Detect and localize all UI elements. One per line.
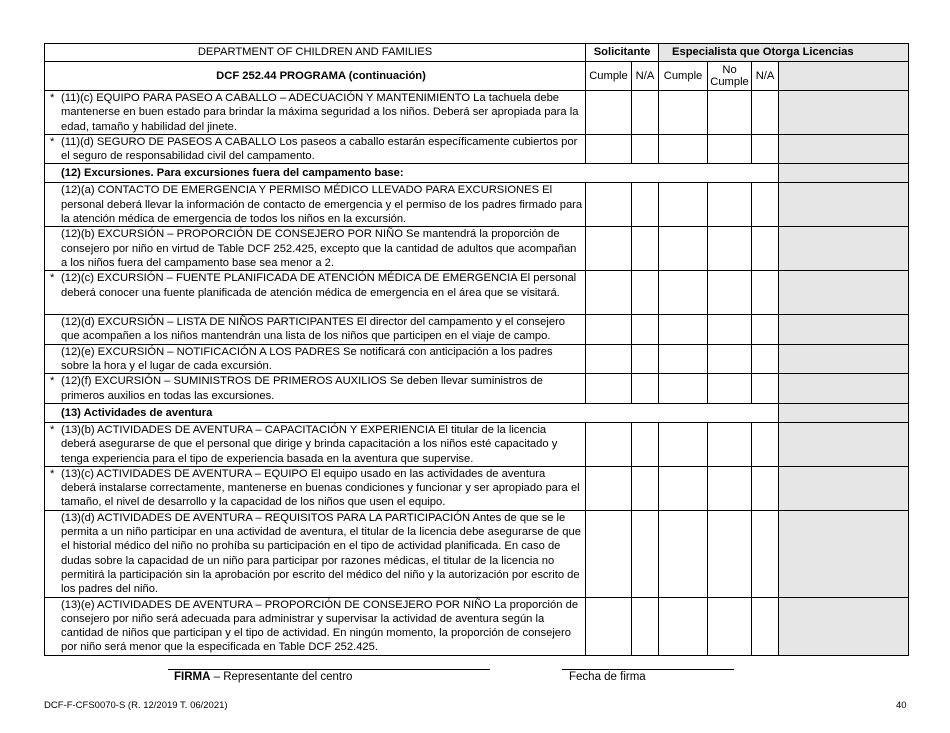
na-especialista-cell[interactable]: [752, 374, 779, 404]
program-title: DCF 252.44 PROGRAMA (continuación): [45, 62, 586, 91]
requirement-row: [45, 134, 909, 164]
critical-star-marker: *: [50, 467, 55, 480]
no-cumple-especialista-cell[interactable]: [708, 422, 752, 466]
cumple-solicitante-cell[interactable]: [586, 422, 632, 466]
na-solicitante-cell[interactable]: [632, 227, 659, 271]
gray-side-panel: [779, 374, 909, 404]
na-especialista-cell[interactable]: [752, 134, 779, 164]
gray-side-panel: [779, 62, 909, 91]
requirement-text-cell: [45, 91, 586, 135]
requirement-row: [45, 597, 909, 655]
signature-line: [168, 669, 490, 670]
section-row: [45, 403, 909, 422]
cumple-solicitante-cell[interactable]: [586, 344, 632, 374]
cumple-especialista-cell[interactable]: [659, 271, 708, 315]
requirement-text: (12)(d) EXCURSIÓN – LISTA DE NIÑOS PARTICIPANTES El director del campamento y el consejero que acompañen a los niños mantendrán una lista de los niños que participen en el viaje de campo.: [61, 316, 566, 343]
cumple-solicitante-cell[interactable]: [586, 183, 632, 227]
no-cumple-especialista-cell[interactable]: [708, 344, 752, 374]
requirement-text: (11)(c) EQUIPO PARA PASEO A CABALLO – ADECUACIÓN Y MANTENIMIENTO La tachuela debe mantenerse en buen estado para brindar la máxima seguridad a los niños. Deberá ser apropiada para la edad, tamaño y habilidad del jinete.: [61, 92, 579, 133]
cumple-especialista-cell[interactable]: [659, 344, 708, 374]
cumple-solicitante-cell[interactable]: [586, 315, 632, 345]
gray-side-panel: [779, 597, 909, 655]
cumple-especialista-cell[interactable]: [659, 134, 708, 164]
requirement-text: (12)(c) EXCURSIÓN – FUENTE PLANIFICADA DE ATENCIÓN MÉDICA DE EMERGENCIA El personal deberá conocer una fuente planificada de atención médica de emergencia en el área que se visitará.: [61, 272, 577, 299]
section-row: [45, 164, 909, 183]
requirement-text-cell: [45, 422, 586, 466]
requirement-text-cell: [45, 183, 586, 227]
requirement-text: (13)(d) ACTIVIDADES DE AVENTURA – REQUISITOS PARA LA PARTICIPACIÓN Antes de que se le permita a un niño participar en una actividad de aventura, el titular de la licencia debe asegurarse de que el historial médico del niño no prohíba su participación en el tipo de actividad planificada. En caso de dudas sobre la capacidad de un niño para participar por razones médicas, el titular de la licencia no permitirá la participación sin la aprobación por escrito del médico del niño y la autorización por escrito de los padres del niño.: [61, 511, 581, 596]
col-na-especialista: N/A: [752, 62, 779, 91]
cumple-especialista-cell[interactable]: [659, 510, 708, 597]
cumple-especialista-cell[interactable]: [659, 183, 708, 227]
gray-side-panel: [779, 134, 909, 164]
na-solicitante-cell[interactable]: [632, 597, 659, 655]
requirement-text: (12)(b) EXCURSIÓN – PROPORCIÓN DE CONSEJERO POR NIÑO Se mantendrá la proporción de consejero por niño en virtud de Table DCF 252.425, excepto que la cantidad de adultos que acompañan a los niños fuera del campamento base sea menor a 2.: [61, 228, 577, 269]
no-cumple-especialista-cell[interactable]: [708, 134, 752, 164]
requirement-text: (12)(e) EXCURSIÓN – NOTIFICACIÓN A LOS PADRES Se notificará con anticipación a los padres sobre la hora y el lugar de cada excursión.: [61, 345, 553, 373]
inspection-form-table: [44, 43, 909, 656]
na-solicitante-cell[interactable]: [632, 315, 659, 345]
cumple-especialista-cell[interactable]: [659, 422, 708, 466]
na-solicitante-cell[interactable]: [632, 374, 659, 404]
gray-side-panel: [779, 164, 909, 183]
requirement-text-cell: [45, 374, 586, 404]
na-solicitante-cell[interactable]: [632, 510, 659, 597]
cumple-especialista-cell[interactable]: [659, 91, 708, 135]
col-cumple-especialista: Cumple: [659, 62, 708, 91]
requirement-row: [45, 227, 909, 271]
requirement-text-cell: [45, 344, 586, 374]
col-no-cumple-especialista: No Cumple: [708, 62, 752, 91]
na-solicitante-cell[interactable]: [632, 271, 659, 315]
section-heading: (12) Excursiones. Para excursiones fuera del campamento base:: [45, 164, 779, 183]
gray-side-panel: [779, 315, 909, 345]
requirement-row: [45, 91, 909, 135]
cumple-solicitante-cell[interactable]: [586, 227, 632, 271]
cumple-solicitante-cell[interactable]: [586, 134, 632, 164]
na-especialista-cell[interactable]: [752, 466, 779, 510]
requirement-text-cell: [45, 315, 586, 345]
gray-side-panel: [779, 271, 909, 315]
requirement-row: [45, 183, 909, 227]
requirement-text: (12)(f) EXCURSIÓN – SUMINISTROS DE PRIMEROS AUXILIOS Se deben llevar suministros de primeros auxilios en todas las excursiones.: [61, 375, 543, 402]
requirement-row: [45, 510, 909, 597]
na-solicitante-cell[interactable]: [632, 134, 659, 164]
cumple-especialista-cell[interactable]: [659, 466, 708, 510]
critical-star-marker: *: [50, 92, 55, 104]
firma-label: FIRMA: [174, 671, 211, 683]
na-especialista-cell[interactable]: [752, 344, 779, 374]
cumple-solicitante-cell[interactable]: [586, 91, 632, 135]
na-solicitante-cell[interactable]: [632, 91, 659, 135]
gray-side-panel: [779, 227, 909, 271]
no-cumple-especialista-cell[interactable]: [708, 91, 752, 135]
cumple-solicitante-cell[interactable]: [586, 271, 632, 315]
na-especialista-cell[interactable]: [752, 422, 779, 466]
requirement-text: (13)(b) ACTIVIDADES DE AVENTURA – CAPACITACIÓN Y EXPERIENCIA El titular de la licencia deberá asegurarse de que el personal que dirige y brinda capacitación a los niños esté capacitado y tenga experiencia para el tipo de experiencia basada en la aventura que supervise.: [61, 423, 558, 465]
gray-side-panel: [779, 403, 909, 422]
gray-side-panel: [779, 344, 909, 374]
col-na-solicitante: N/A: [632, 62, 659, 91]
requirement-row: [45, 374, 909, 404]
na-especialista-cell[interactable]: [752, 227, 779, 271]
cumple-especialista-cell[interactable]: [659, 227, 708, 271]
gray-side-panel: [779, 183, 909, 227]
cumple-especialista-cell[interactable]: [659, 315, 708, 345]
critical-star-marker: *: [50, 375, 55, 388]
na-especialista-cell[interactable]: [752, 315, 779, 345]
gray-side-panel: [779, 422, 909, 466]
no-cumple-especialista-cell[interactable]: [708, 315, 752, 345]
requirement-text-cell: [45, 510, 586, 597]
na-solicitante-cell[interactable]: [632, 422, 659, 466]
header-row-2: [45, 62, 909, 91]
form-id: DCF-F-CFS0070-S (R. 12/2019 T. 06/2021): [44, 700, 228, 711]
critical-star-marker: *: [50, 423, 55, 436]
requirement-text-cell: [45, 466, 586, 510]
requirement-text: (11)(d) SEGURO DE PASEOS A CABALLO Los paseos a caballo estarán específicamente cubiertos por el seguro de responsabilidad civil del campamento.: [61, 135, 578, 163]
na-solicitante-cell[interactable]: [632, 344, 659, 374]
requirement-row: [45, 466, 909, 510]
solicitante-header: Solicitante: [586, 44, 659, 62]
requirement-text-cell: [45, 134, 586, 164]
na-especialista-cell[interactable]: [752, 510, 779, 597]
no-cumple-especialista-cell[interactable]: [708, 183, 752, 227]
critical-star-marker: *: [50, 135, 55, 148]
gray-side-panel: [779, 510, 909, 597]
gray-side-panel: [779, 466, 909, 510]
no-cumple-especialista-cell[interactable]: [708, 227, 752, 271]
requirement-row: [45, 344, 909, 374]
signature-label: [174, 671, 352, 683]
cumple-solicitante-cell[interactable]: [586, 510, 632, 597]
na-solicitante-cell[interactable]: [632, 183, 659, 227]
cumple-solicitante-cell[interactable]: [586, 466, 632, 510]
na-especialista-cell[interactable]: [752, 183, 779, 227]
no-cumple-especialista-cell[interactable]: [708, 271, 752, 315]
no-cumple-especialista-cell[interactable]: [708, 466, 752, 510]
na-especialista-cell[interactable]: [752, 271, 779, 315]
gray-side-panel: [779, 91, 909, 135]
firma-rest-label: – Representante del centro: [210, 671, 353, 683]
requirement-row: [45, 271, 909, 315]
requirement-text: (13)(c) ACTIVIDADES DE AVENTURA – EQUIPO El equipo usado en las actividades de aventura deberá instalarse correctamente, mantenerse en buenas condiciones y funcionar y ser apropiado para el tamaño, el nivel de desarrollo y la capacidad de los niños que usen el equipo.: [61, 467, 580, 509]
header-row-1: [45, 44, 909, 62]
cumple-especialista-cell[interactable]: [659, 597, 708, 655]
date-label: Fecha de firma: [569, 671, 646, 683]
date-line: [562, 669, 734, 670]
no-cumple-especialista-cell[interactable]: [708, 374, 752, 404]
cumple-solicitante-cell[interactable]: [586, 374, 632, 404]
section-heading: (13) Actividades de aventura: [45, 403, 779, 422]
requirement-text-cell: [45, 271, 586, 315]
department-header: DEPARTMENT OF CHILDREN AND FAMILIES: [45, 44, 586, 62]
na-especialista-cell[interactable]: [752, 597, 779, 655]
col-cumple-solicitante: Cumple: [586, 62, 632, 91]
na-solicitante-cell[interactable]: [632, 466, 659, 510]
requirement-row: [45, 315, 909, 345]
no-cumple-especialista-cell[interactable]: [708, 510, 752, 597]
especialista-header: Especialista que Otorga Licencias: [659, 44, 909, 62]
na-especialista-cell[interactable]: [752, 91, 779, 135]
cumple-especialista-cell[interactable]: [659, 374, 708, 404]
no-cumple-especialista-cell[interactable]: [708, 597, 752, 655]
requirement-text: (12)(a) CONTACTO DE EMERGENCIA Y PERMISO MÉDICO LLEVADO PARA EXCURSIONES El personal deberá llevar la información de contacto de emergencia y el permiso de los padres firmado para la atención médica de emergencia de todos los niños en la excursión.: [61, 184, 583, 226]
requirement-text-cell: [45, 597, 586, 655]
requirement-row: [45, 422, 909, 466]
requirement-text: (13)(e) ACTIVIDADES DE AVENTURA – PROPORCIÓN DE CONSEJERO POR NIÑO La proporción de consejero por niño será adecuada para administrar y supervisar la actividad de aventura según la cantidad de niños que participan y el tipo de actividad. En ningún momento, la proporción de consejero por niño será menor que la especificada en Table DCF 252.425.: [61, 598, 579, 654]
page-number: 40: [896, 700, 907, 711]
critical-star-marker: *: [50, 272, 55, 285]
cumple-solicitante-cell[interactable]: [586, 597, 632, 655]
requirement-text-cell: [45, 227, 586, 271]
